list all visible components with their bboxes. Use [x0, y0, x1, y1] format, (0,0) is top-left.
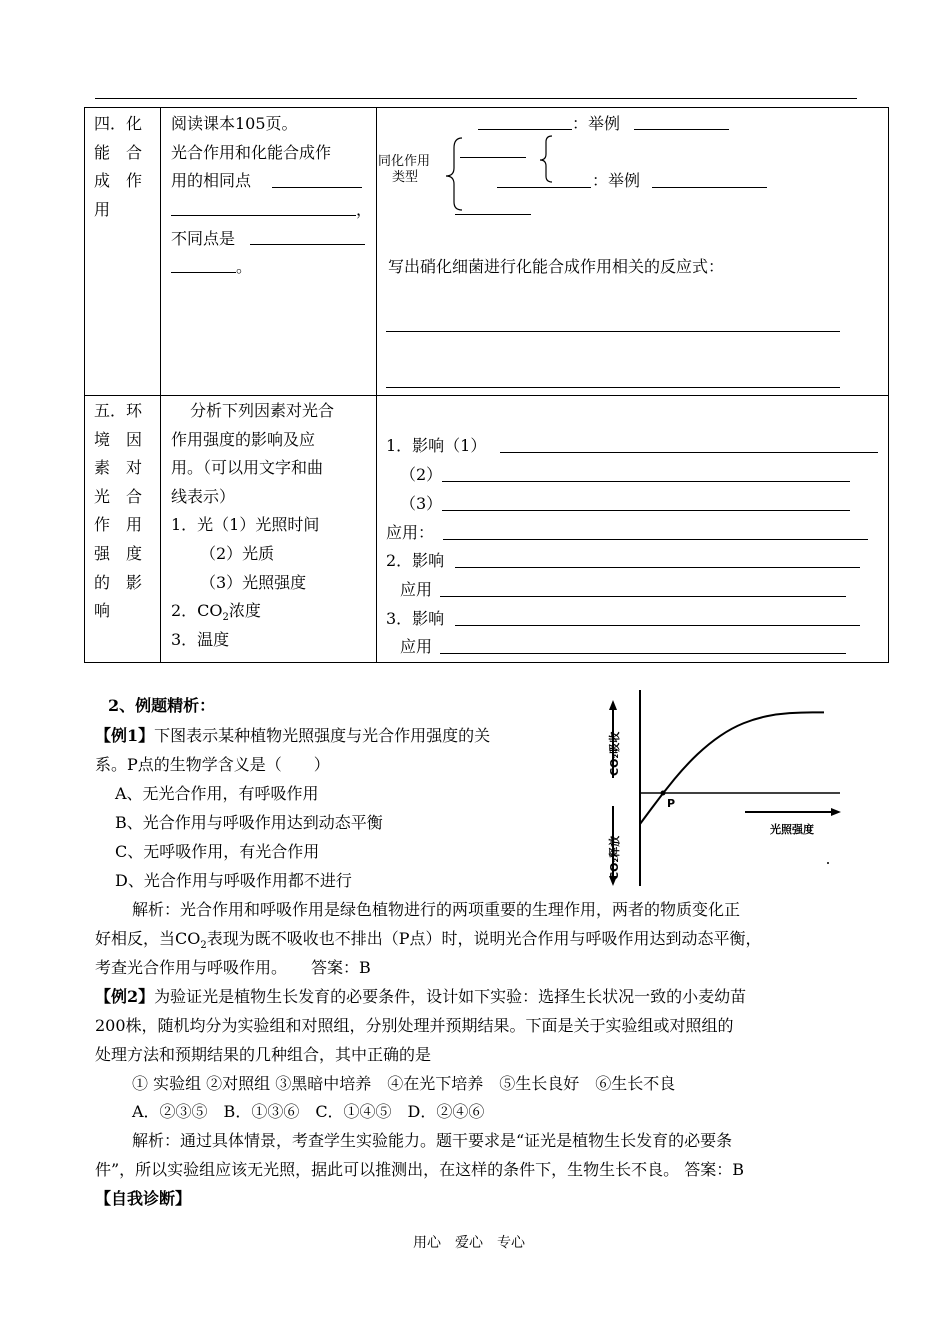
row5-heading-line: 境 因	[94, 430, 143, 449]
table-border-top	[84, 107, 889, 108]
row5-heading-line: 的 影	[94, 573, 143, 592]
point-p	[661, 791, 666, 796]
example-1-analysis: 考查光合作用与呼吸作用。 答案：B	[95, 958, 371, 977]
table-col-divider-2	[376, 107, 377, 663]
blank-line[interactable]	[250, 244, 365, 245]
row5-mid-text: 分析下列因素对光合	[190, 401, 335, 420]
row5-right-text: 应用	[400, 580, 433, 599]
option-c[interactable]: C、无呼吸作用，有光合作用	[115, 842, 320, 861]
row5-mid-text: 用。（可以用文字和曲	[171, 458, 324, 477]
example-2-question: 【例2】为验证光是植物生长发育的必要条件，设计如下实验：选择生长状况一致的小麦幼苗	[95, 987, 747, 1006]
photosynthesis-light-chart	[595, 688, 855, 888]
option-d[interactable]: D、光合作用与呼吸作用都不进行	[115, 871, 352, 890]
blank-line[interactable]	[171, 272, 236, 273]
blank-line[interactable]	[272, 187, 362, 188]
row4-heading-line: 成 作	[94, 171, 143, 190]
example-2-analysis: 解析：通过具体情景，考查学生实验能力。题干要求是“证光是植物生长发育的必要条	[132, 1131, 733, 1150]
row5-mid-text: 作用强度的影响及应	[171, 430, 316, 449]
blank-line[interactable]	[634, 129, 729, 130]
example-1-analysis: 好相反，当$CO_2$表现为既不吸收也不排出（P点）时，说明光合作用与呼吸作用达到动态平衡，	[95, 929, 762, 952]
table-border-left	[84, 107, 85, 663]
blank-line[interactable]	[500, 452, 878, 453]
option-b[interactable]: B、光合作用与呼吸作用达到动态平衡	[115, 813, 383, 832]
row5-heading-line: 作 用	[94, 515, 143, 534]
blank-line[interactable]	[497, 187, 591, 188]
blank-line[interactable]	[455, 625, 860, 626]
row5-mid-text: （2）光质	[200, 544, 275, 563]
blank-line[interactable]	[460, 157, 526, 158]
point-p-label: P	[667, 797, 676, 810]
blank-line[interactable]	[652, 187, 767, 188]
table-col-divider-1	[160, 107, 161, 663]
blank-line[interactable]	[455, 214, 531, 215]
example-1-analysis: 解析：光合作用和呼吸作用是绿色植物进行的两项重要的生理作用，两者的物质变化正	[132, 900, 741, 919]
blank-line[interactable]	[442, 510, 850, 511]
example-1-question: 【例1】下图表示某种植物光照强度与光合作用强度的关	[95, 726, 491, 745]
row4-heading-line: 四．化	[94, 114, 143, 133]
example-2-question-cont: 处理方法和预期结果的几种组合，其中正确的是	[95, 1045, 432, 1064]
blank-line[interactable]	[440, 653, 846, 654]
example-label: ：举例	[572, 114, 621, 133]
example-label: ：举例	[592, 171, 641, 190]
example-2-question-cont: 200株，随机均分为实验组和对照组，分别处理并预期结果。下面是关于实验组或对照组的	[95, 1016, 734, 1035]
example-1-label: 【例1】	[95, 726, 155, 745]
example-2-items: ① 实验组 ②对照组 ③黑暗中培养 ④在光下培养 ⑤生长良好 ⑥生长不良	[132, 1074, 676, 1093]
row4-mid-text: 不同点是	[171, 229, 236, 248]
row5-heading-line: 素 对	[94, 458, 143, 477]
row5-right-text: 应用	[400, 637, 433, 656]
example-2-analysis: 件”，所以实验组应该无光照，据此可以推测出，在这样的条件下，生物生长不良。 答案：B	[95, 1160, 745, 1179]
row5-right-text: 1．影响（1）	[386, 436, 487, 455]
example-2-label: 【例2】	[95, 987, 155, 1006]
row5-heading-line: 光 合	[94, 487, 143, 506]
row5-right-text: 3．影响	[386, 609, 445, 628]
example-2-choices[interactable]: A．②③⑤ B．①③⑥ C．①④⑤ D．②④⑥	[132, 1102, 485, 1121]
row5-heading-line: 响	[94, 601, 111, 620]
table-border-right	[888, 107, 889, 663]
self-diagnosis-heading: 【自我诊断】	[95, 1189, 192, 1208]
blank-line[interactable]	[386, 387, 840, 388]
blank-line[interactable]	[171, 215, 356, 216]
section-title: 2、例题精析：	[108, 696, 216, 715]
row5-mid-text: 1．光（1）光照时间	[171, 515, 320, 534]
row4-mid-text: ，	[356, 200, 373, 219]
row4-mid-text: 用的相同点	[171, 171, 252, 190]
row5-right-text: 2．影响	[386, 551, 445, 570]
reaction-prompt: 写出硝化细菌进行化能合成作用相关的反应式：	[388, 257, 725, 276]
option-a[interactable]: A、无光合作用，有呼吸作用	[115, 784, 319, 803]
row5-mid-text: 3．温度	[171, 630, 230, 649]
row4-mid-text: 光合作用和化能合成作	[171, 143, 332, 162]
blank-line[interactable]	[386, 331, 840, 332]
table-border-bottom	[84, 662, 889, 663]
example-1-question-cont: 系。P点的生物学含义是（ ）	[95, 755, 330, 774]
blank-line[interactable]	[443, 539, 868, 540]
row5-mid-text: 线表示）	[171, 487, 236, 506]
type-label: 同化作用	[378, 154, 431, 169]
brace-icon	[440, 132, 570, 222]
type-label: 类型	[392, 170, 419, 185]
blank-line[interactable]	[478, 129, 572, 130]
footer: 用心 爱心 专心	[413, 1235, 525, 1251]
row5-mid-text: 2．$CO_2$浓度	[171, 601, 261, 624]
row5-right-text: 应用：	[386, 523, 435, 542]
speck	[827, 862, 829, 864]
row4-heading-line: 用	[94, 200, 111, 219]
row5-heading-line: 五．环	[94, 401, 143, 420]
blank-line[interactable]	[440, 596, 846, 597]
row5-heading-line: 强 度	[94, 544, 143, 563]
row4-mid-text: 阅读课本105页。	[171, 114, 298, 133]
header-rule	[95, 98, 857, 99]
blank-line[interactable]	[442, 481, 850, 482]
row4-mid-text: 。	[236, 257, 253, 276]
y-axis-label-top: CO₂吸收	[608, 731, 621, 776]
y-axis-label-bottom: CO₂释放	[608, 835, 621, 880]
table-border-mid	[84, 395, 889, 396]
x-axis-label: 光照强度	[770, 823, 814, 836]
blank-line[interactable]	[455, 567, 860, 568]
row4-heading-line: 能 合	[94, 143, 143, 162]
row5-mid-text: （3）光照强度	[200, 573, 307, 592]
light-intensity-arrow	[745, 808, 841, 816]
row5-right-text: （2）	[400, 465, 443, 484]
row5-right-text: （3）	[400, 494, 443, 513]
